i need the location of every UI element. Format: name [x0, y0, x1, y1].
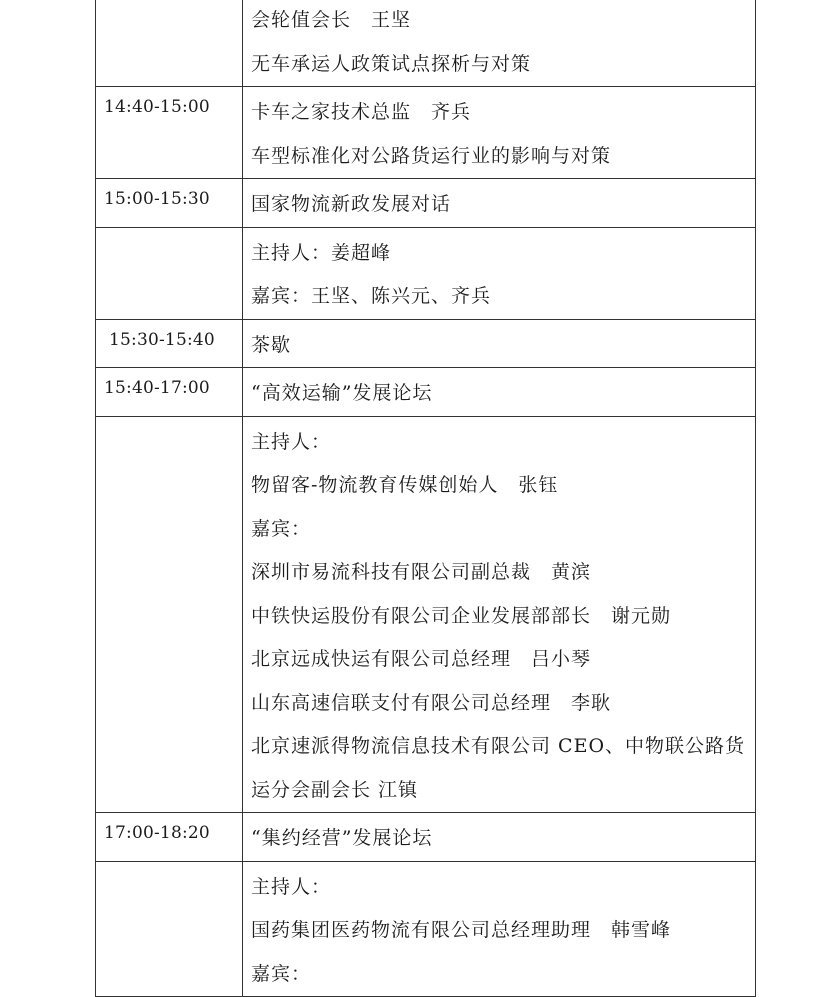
agenda-row — [96, 813, 756, 862]
host-line: 国药集团医药物流有限公司总经理助理 韩雪峰 — [251, 919, 672, 941]
time-cell: 15:40-17:00 — [96, 368, 243, 417]
topic-line: 无车承运人政策试点探析与对策 — [251, 52, 532, 75]
agenda-row — [96, 416, 756, 813]
content-cell — [243, 87, 756, 179]
session-title: “集约经营”发展论坛 — [251, 827, 433, 849]
host-line: 物留客-物流教育传媒创始人 张钰 — [251, 474, 559, 496]
guests-label: 嘉宾： — [251, 517, 312, 540]
time-cell: 15:30-15:40 — [96, 319, 243, 368]
guest-line: 运分会副会长 江镇 — [251, 778, 419, 801]
host-label: 主持人： — [251, 875, 332, 898]
agenda-row — [96, 0, 756, 87]
session-title: 国家物流新政发展对话 — [251, 193, 452, 215]
content-cell — [243, 813, 756, 862]
speaker-line: 卡车之家技术总监 齐兵 — [251, 101, 472, 123]
time-cell — [96, 416, 243, 813]
content-cell — [243, 319, 756, 368]
agenda-row — [96, 368, 756, 417]
session-title: “高效运输”发展论坛 — [251, 382, 433, 404]
time-cell — [96, 227, 243, 319]
content-cell — [243, 861, 756, 997]
time-cell: 15:00-15:30 — [96, 179, 243, 228]
guest-line: 北京远成快运有限公司总经理 吕小琴 — [251, 648, 592, 670]
time-cell: 14:40-15:00 — [96, 87, 243, 179]
agenda-row — [96, 861, 756, 997]
content-cell — [243, 0, 756, 87]
time-cell — [96, 0, 243, 87]
session-title: 茶歇 — [251, 333, 292, 356]
agenda-table — [95, 0, 756, 997]
guest-line: 山东高速信联支付有限公司总经理 李耿 — [251, 691, 612, 714]
content-cell — [243, 368, 756, 417]
guest-line: 中铁快运股份有限公司企业发展部部长 谢元勋 — [251, 604, 672, 627]
agenda-row — [96, 319, 756, 368]
time-cell: 17:00-18:20 — [96, 813, 243, 862]
host-label: 主持人： — [251, 430, 332, 453]
guests-line: 嘉宾：王坚、陈兴元、齐兵 — [251, 285, 492, 307]
guests-label: 嘉宾： — [251, 962, 312, 985]
guest-line: 深圳市易流科技有限公司副总裁 黄滨 — [251, 561, 592, 583]
topic-line: 车型标准化对公路货运行业的影响与对策 — [251, 144, 612, 167]
agenda-row — [96, 227, 756, 319]
agenda-row — [96, 179, 756, 228]
host-line: 主持人：姜超峰 — [251, 241, 392, 264]
time-cell — [96, 861, 243, 997]
content-cell — [243, 416, 756, 813]
speaker-line: 会轮值会长 王坚 — [251, 9, 412, 31]
content-cell — [243, 227, 756, 319]
guest-line: 北京速派得物流信息技术有限公司 CEO、中物联公路货 — [251, 735, 746, 757]
content-cell — [243, 179, 756, 228]
agenda-row — [96, 87, 756, 179]
